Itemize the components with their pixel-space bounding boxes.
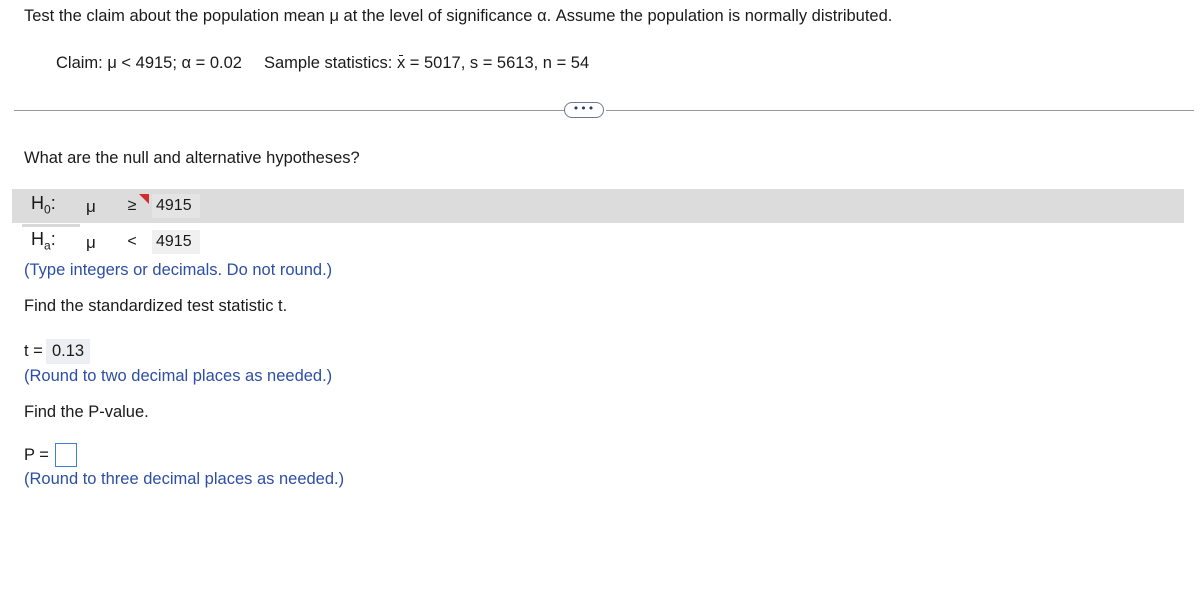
sample-statistics-prefix: Sample statistics: bbox=[263, 54, 397, 72]
t-answer-input[interactable]: 0.13 bbox=[46, 339, 90, 364]
ha-subscript: a bbox=[44, 238, 51, 253]
h0-parameter: μ bbox=[86, 197, 96, 216]
divider bbox=[14, 110, 565, 111]
h0-value-input[interactable]: 4915 bbox=[152, 194, 200, 218]
expand-more-button[interactable]: ••• bbox=[564, 102, 604, 118]
h0-underline bbox=[22, 224, 80, 227]
hypotheses-question: What are the null and alternative hypotheses? bbox=[24, 149, 360, 167]
ha-parameter: μ bbox=[86, 233, 96, 252]
null-hypothesis-label bbox=[31, 193, 56, 217]
sample-statistics bbox=[264, 54, 589, 73]
h0-colon: : bbox=[50, 193, 56, 213]
ha-letter: H bbox=[31, 229, 44, 249]
problem-statement: Test the claim about the population mean μ at the level of significance α. Assume the population is normally distributed. bbox=[24, 7, 893, 25]
p-answer-input[interactable] bbox=[55, 443, 77, 467]
t-label: t = bbox=[24, 342, 43, 360]
find-p-prompt: Find the P-value. bbox=[24, 403, 149, 421]
sample-statistics-values: = 5017, s = 5613, n = 54 bbox=[405, 54, 590, 72]
t-rounding-hint: (Round to two decimal places as needed.) bbox=[24, 367, 333, 385]
find-t-prompt: Find the standardized test statistic t. bbox=[24, 297, 288, 315]
h0-operator: ≥ bbox=[127, 197, 137, 214]
h0-operator-select[interactable] bbox=[115, 194, 149, 218]
h0-letter: H bbox=[31, 193, 44, 213]
claim-line bbox=[56, 54, 589, 73]
p-rounding-hint: (Round to three decimal places as needed.) bbox=[24, 470, 345, 488]
h0-subscript: 0 bbox=[44, 202, 51, 217]
incorrect-marker-icon bbox=[139, 194, 149, 204]
x-bar-symbol: x bbox=[396, 54, 406, 72]
ha-value-input[interactable]: 4915 bbox=[152, 230, 200, 254]
divider bbox=[606, 110, 1194, 111]
claim-text: Claim: μ < 4915; α = 0.02 bbox=[56, 54, 242, 72]
hypotheses-hint: (Type integers or decimals. Do not round.) bbox=[24, 261, 333, 279]
p-label: P = bbox=[24, 446, 49, 464]
ha-colon: : bbox=[50, 229, 56, 249]
ha-operator-select[interactable]: < bbox=[115, 230, 149, 254]
alternative-hypothesis-label bbox=[31, 229, 56, 253]
